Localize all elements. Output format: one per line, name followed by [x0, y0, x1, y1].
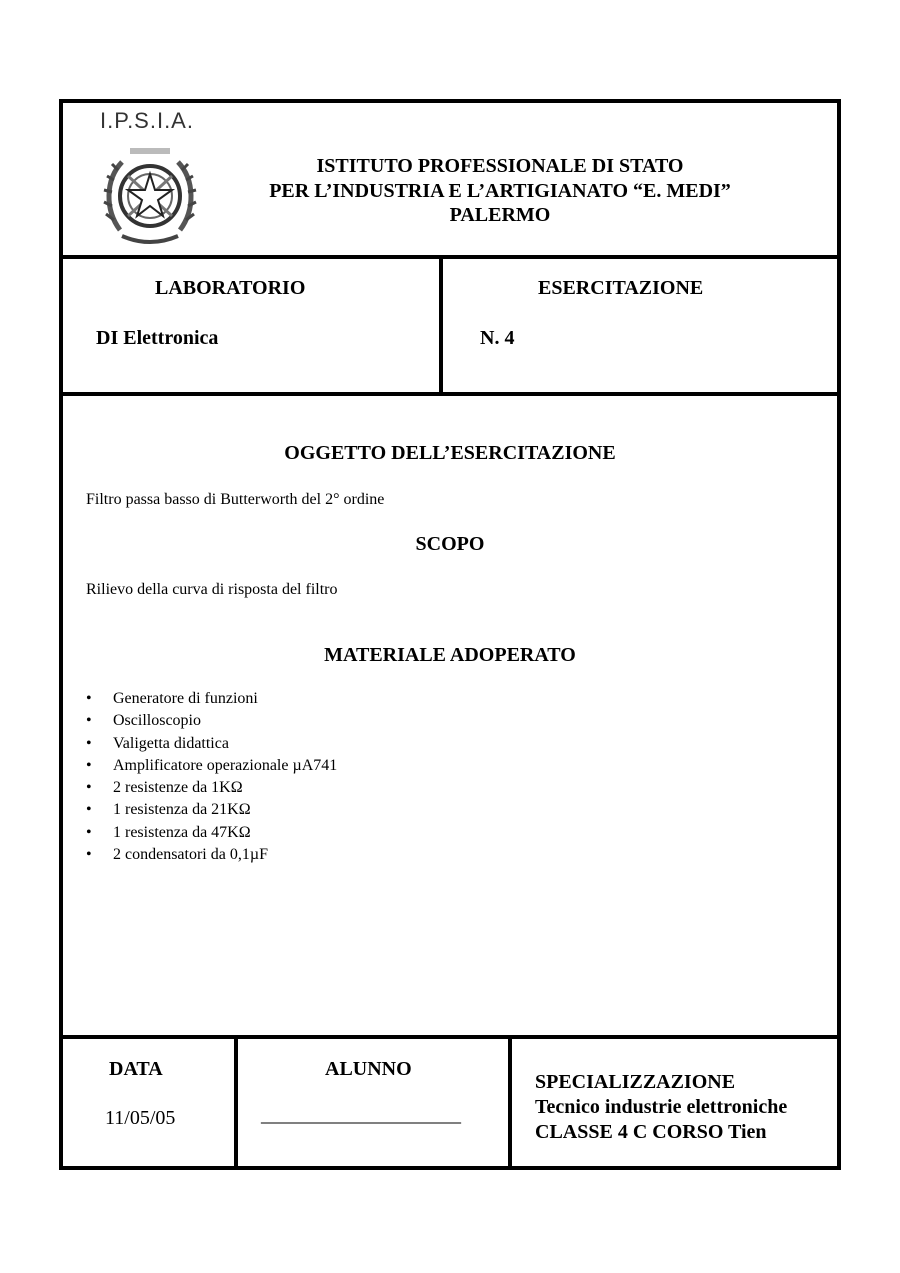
list-item: • Oscilloscopio	[86, 710, 337, 732]
lab-label: LABORATORIO	[155, 277, 306, 299]
list-item: • 1 resistenza da 21KΩ	[86, 799, 337, 821]
institute-city: PALERMO	[449, 204, 551, 226]
date-value: 11/05/05	[105, 1107, 176, 1129]
institute-name-line2: PER L’INDUSTRIA E L’ARTIGIANATO “E. MEDI”	[269, 180, 731, 202]
divider-lab	[59, 392, 841, 396]
institute-name-line1: ISTITUTO PROFESSIONALE DI STATO	[316, 155, 684, 177]
exercise-number: N. 4	[480, 327, 515, 349]
divider-footer	[59, 1035, 841, 1039]
object-text: Filtro passa basso di Butterworth del 2° ordine	[86, 491, 385, 508]
materials-list	[86, 688, 337, 866]
exercise-label: ESERCITAZIONE	[538, 277, 704, 299]
student-label: ALUNNO	[325, 1058, 412, 1080]
lab-value: DI Elettronica	[96, 327, 219, 349]
class-course: CLASSE 4 C CORSO Tien	[535, 1121, 767, 1143]
materials-title: MATERIALE ADOPERATO	[324, 644, 576, 666]
scope-title: SCOPO	[415, 533, 485, 555]
list-item: • 1 resistenza da 47KΩ	[86, 822, 337, 844]
specialization-label: SPECIALIZZAZIONE	[535, 1071, 736, 1093]
list-item: • Valigetta didattica	[86, 733, 337, 755]
object-title: OGGETTO DELL’ESERCITAZIONE	[284, 442, 616, 464]
divider-date-student	[234, 1035, 238, 1170]
school-logo-text: I.P.S.I.A.	[100, 108, 194, 133]
specialization-value: Tecnico industrie elettroniche	[535, 1096, 788, 1118]
divider-student-spec	[508, 1035, 512, 1170]
student-name-line: ____________________	[261, 1104, 461, 1126]
divider-header	[59, 255, 841, 259]
list-item: • 2 resistenze da 1KΩ	[86, 777, 337, 799]
republic-emblem-icon	[100, 140, 200, 250]
divider-lab-exercise	[439, 255, 443, 396]
date-label: DATA	[109, 1058, 163, 1080]
form-frame	[59, 99, 841, 1170]
scope-text: Rilievo della curva di risposta del filtro	[86, 581, 338, 598]
list-item: • 2 condensatori da 0,1µF	[86, 844, 337, 866]
list-item: • Amplificatore operazionale µA741	[86, 755, 337, 777]
list-item: • Generatore di funzioni	[86, 688, 337, 710]
